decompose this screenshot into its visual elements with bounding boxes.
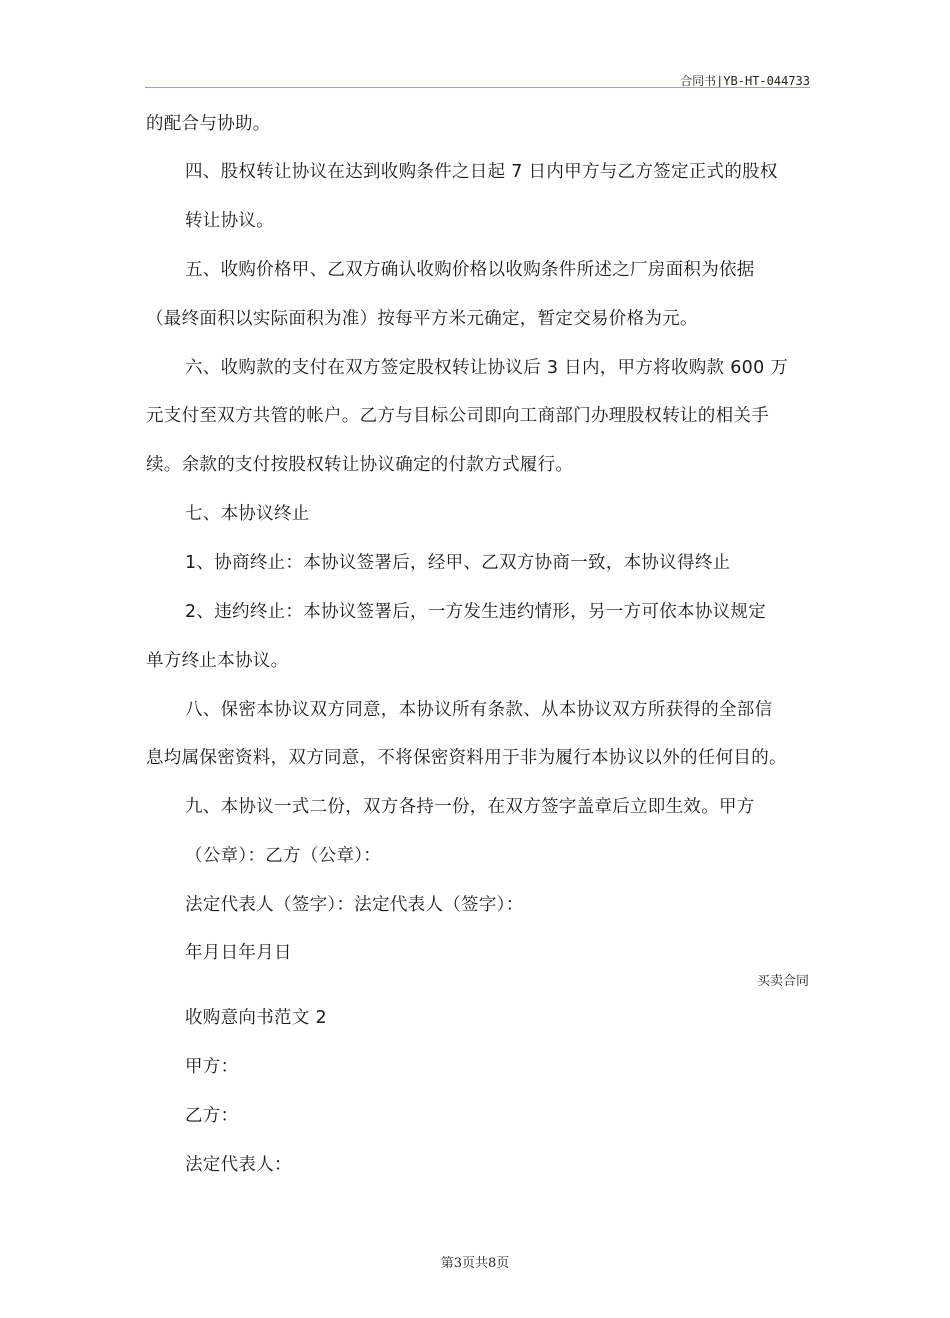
body-line: 乙方： <box>185 1106 239 1126</box>
body-line: 收购意向书范文 2 <box>185 1008 327 1028</box>
body-line: 四、股权转让协议在达到收购条件之日起 7 日内甲方与乙方签定正式的股权 <box>185 162 778 182</box>
document-header-id: 合同书|YB-HT-044733 <box>680 74 810 88</box>
body-line: 2、违约终止：本协议签署后，一方发生违约情形，另一方可依本协议规定 <box>185 602 767 622</box>
body-line: 息均属保密资料，双方同意，不将保密资料用于非为履行本协议以外的任何目的。 <box>146 748 787 768</box>
body-line: 五、收购价格甲、乙双方确认收购价格以收购条件所述之厂房面积为依据 <box>185 260 755 280</box>
body-line: 九、本协议一式二份，双方各持一份，在双方签字盖章后立即生效。甲方 <box>185 797 755 817</box>
body-line: 的配合与协助。 <box>146 114 271 134</box>
body-line: 法定代表人： <box>185 1155 292 1175</box>
body-line: 元支付至双方共管的帐户。乙方与目标公司即向工商部门办理股权转让的相关手 <box>146 406 769 426</box>
body-line: 转让协议。 <box>185 211 274 231</box>
body-line: （最终面积以实际面积为准）按每平方米元确定，暂定交易价格为元。 <box>146 309 698 329</box>
body-line: 法定代表人（签字）：法定代表人（签字）： <box>185 895 524 915</box>
body-line: （公章）：乙方（公章）： <box>185 846 382 866</box>
body-line: 年月日年月日 <box>185 943 292 963</box>
body-line: 七、本协议终止 <box>185 504 310 524</box>
body-line: 八、保密本协议双方同意，本协议所有条款、从本协议双方所获得的全部信 <box>185 700 773 720</box>
body-line: 甲方： <box>185 1057 239 1077</box>
body-line: 六、收购款的支付在双方签定股权转让协议后 3 日内，甲方将收购款 600 万 <box>185 358 789 378</box>
body-line: 单方终止本协议。 <box>146 651 289 671</box>
side-label: 买卖合同 <box>756 974 809 989</box>
body-line: 续。余款的支付按股权转让协议确定的付款方式履行。 <box>146 455 574 475</box>
header-divider <box>145 87 810 88</box>
page-footer: 第3页共8页 <box>440 1256 510 1271</box>
body-line: 1、协商终止：本协议签署后，经甲、乙双方协商一致，本协议得终止 <box>185 553 731 573</box>
